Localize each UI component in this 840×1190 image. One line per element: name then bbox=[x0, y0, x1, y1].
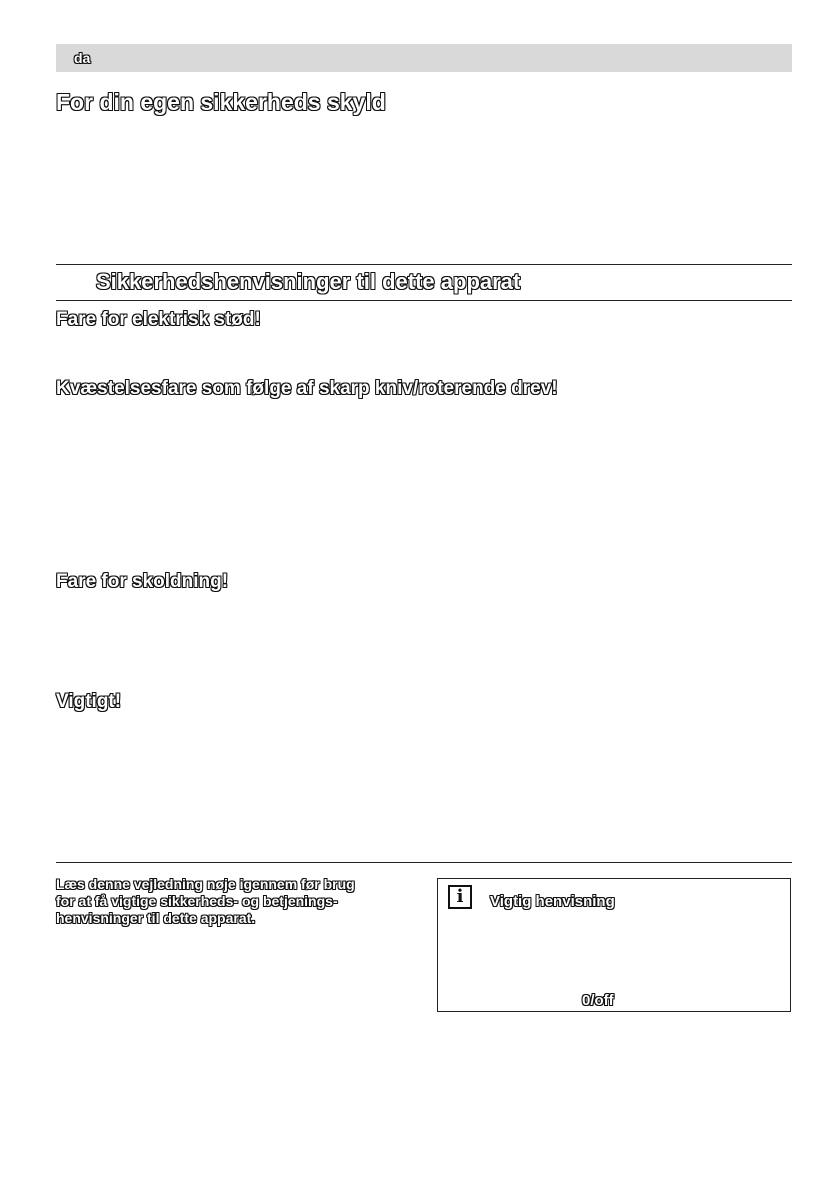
warning-injury-knife: Kvæstelsesfare som følge af skarp kniv/roterende drev! bbox=[56, 378, 558, 399]
intro-top-rule bbox=[56, 862, 792, 863]
warning-important: Vigtigt! bbox=[56, 691, 122, 712]
page-title: For din egen sikkerheds skyld bbox=[56, 89, 386, 115]
info-box-switch-label: 0/off bbox=[582, 992, 614, 1009]
section-bottom-rule bbox=[56, 300, 792, 301]
info-box bbox=[437, 878, 791, 1012]
info-icon: i bbox=[448, 885, 472, 909]
section-top-rule bbox=[56, 264, 792, 265]
intro-line: Læs denne vejledning nøje igennem før brug bbox=[56, 876, 355, 892]
intro-text bbox=[56, 876, 416, 927]
info-box-title: Vigtig henvisning bbox=[490, 893, 615, 910]
intro-line: henvisninger til dette apparat. bbox=[56, 910, 256, 926]
warning-electric-shock: Fare for elektrisk stød! bbox=[56, 309, 261, 330]
warning-scalding: Fare for skoldning! bbox=[56, 571, 229, 592]
language-code: da bbox=[74, 50, 91, 66]
section-heading: Sikkerhedshenvisninger til dette apparat bbox=[96, 269, 521, 294]
intro-line: for at få vigtige sikkerheds- og betjenings- bbox=[56, 893, 338, 909]
language-bar bbox=[56, 44, 792, 72]
